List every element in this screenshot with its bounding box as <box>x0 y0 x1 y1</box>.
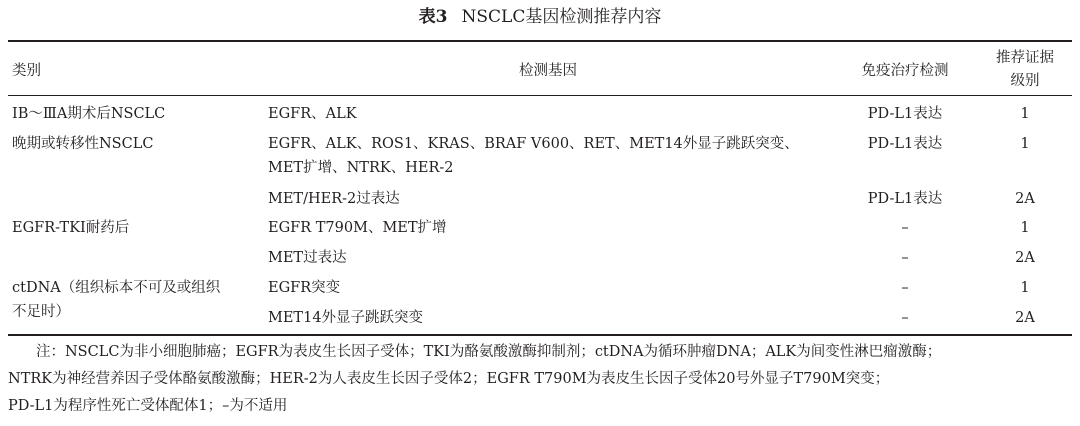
row5-genes: MET过表达 <box>268 250 347 266</box>
row7-level: 2A <box>1015 310 1035 326</box>
row4-immuno: – <box>901 220 909 236</box>
bottom-rule <box>8 334 1072 336</box>
header-category: 类别 <box>12 63 41 79</box>
row2-level: 1 <box>1020 136 1030 152</box>
row3-immuno: PD-L1表达 <box>867 191 943 207</box>
row3-level: 2A <box>1015 191 1035 207</box>
table-number: 表3 <box>418 7 448 27</box>
row1-level: 1 <box>1020 106 1030 122</box>
row1-genes: EGFR、ALK <box>268 106 357 122</box>
row5-level: 2A <box>1015 250 1035 266</box>
header-immuno: 免疫治疗检测 <box>861 63 949 79</box>
row6-category-line1: ctDNA（组织标本不可及或组织 <box>12 280 221 296</box>
row4-category: EGFR-TKI耐药后 <box>12 220 130 236</box>
row4-level: 1 <box>1020 220 1030 236</box>
row5-immuno: – <box>901 250 909 266</box>
note-line3: PD-L1为程序性死亡受体配体1；–为不适用 <box>8 398 288 414</box>
table-caption <box>0 6 1080 28</box>
row1-immuno: PD-L1表达 <box>867 106 943 122</box>
header-genes: 检测基因 <box>519 63 577 79</box>
row6-immuno: – <box>901 280 909 296</box>
header-rule <box>8 95 1072 96</box>
table-title: NSCLC基因检测推荐内容 <box>461 7 662 27</box>
row2-immuno: PD-L1表达 <box>867 136 943 152</box>
note-line1: 注：NSCLC为非小细胞肺癌；EGFR为表皮生长因子受体；TKI为酪氨酸激酶抑制剂；ctDNA为循环肿瘤DNA；ALK为间变性淋巴瘤激酶； <box>36 344 942 360</box>
row6-genes: EGFR突变 <box>268 280 341 296</box>
row2-category: 晚期或转移性NSCLC <box>12 136 154 152</box>
row7-genes: MET14外显子跳跃突变 <box>268 310 424 326</box>
row6-category-line2: 不足时） <box>12 304 70 320</box>
header-evidence-line2: 级别 <box>1010 73 1040 89</box>
row1-category: ⅠB～ⅢA期术后NSCLC <box>12 106 166 122</box>
row2-genes-line1: EGFR、ALK、ROS1、KRAS、BRAF V600、RET、MET14外显子跳跃突变、 <box>268 136 799 152</box>
row2-genes-line2: MET扩增、NTRK、HER-2 <box>268 160 454 176</box>
row7-immuno: – <box>901 310 909 326</box>
top-rule <box>8 40 1072 42</box>
row3-genes: MET/HER-2过表达 <box>268 191 400 207</box>
header-evidence-line1: 推荐证据 <box>996 50 1054 66</box>
row4-genes: EGFR T790M、MET扩增 <box>268 220 447 236</box>
note-line2: NTRK为神经营养因子受体酪氨酸激酶；HER-2为人表皮生长因子受体2；EGFR T790M为表皮生长因子受体20号外显子T790M突变； <box>8 371 890 387</box>
row6-level: 1 <box>1020 280 1030 296</box>
